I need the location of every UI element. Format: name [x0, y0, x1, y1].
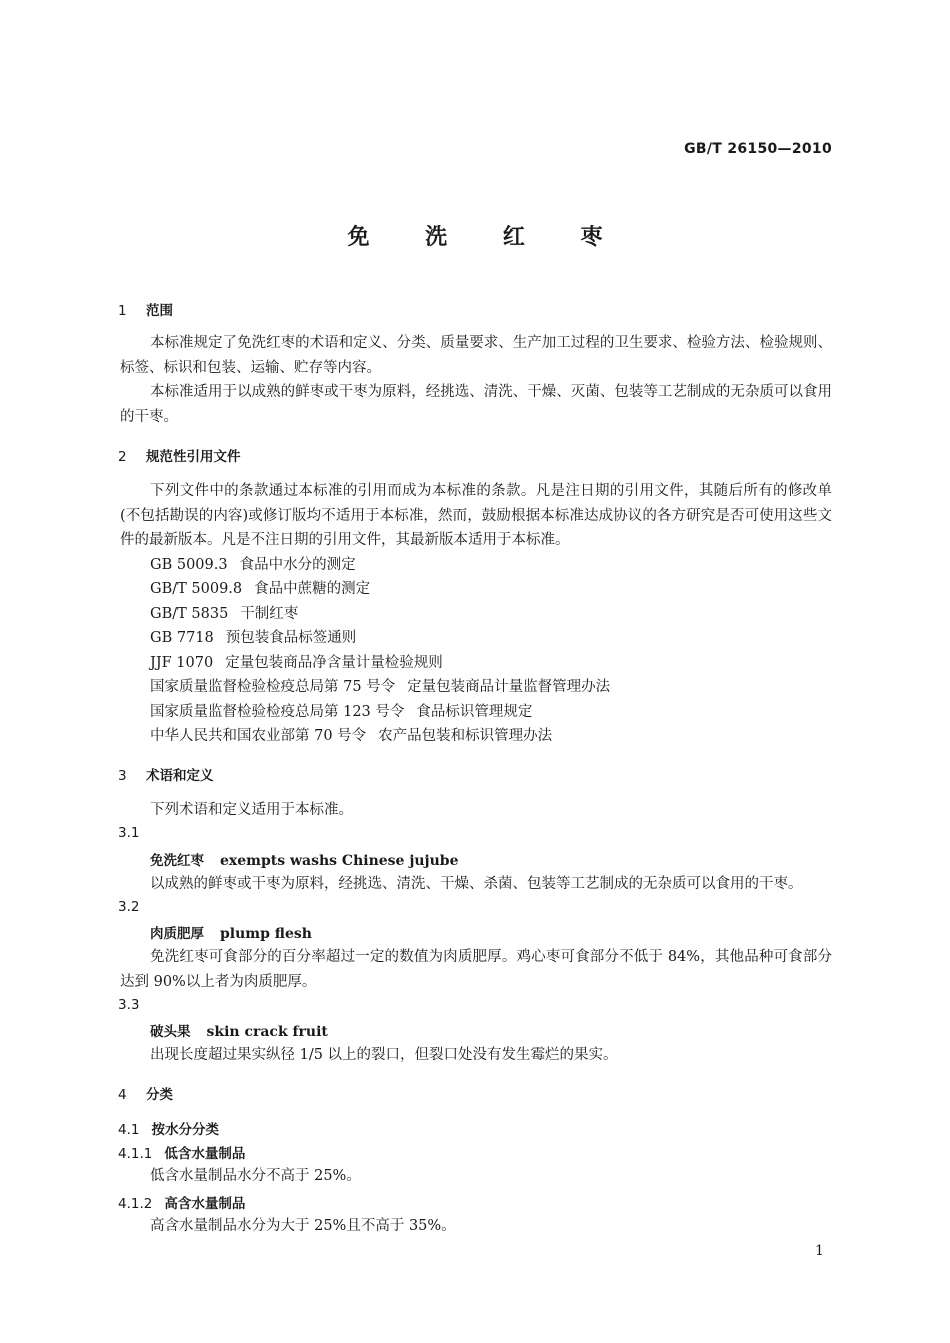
reference-id: GB 5009.3 [150, 557, 228, 573]
term-heading [150, 1020, 328, 1040]
reference-id: GB 7718 [150, 630, 214, 646]
term-english: plump flesh [220, 926, 312, 942]
section-number: 2 [118, 449, 127, 465]
reference-name: 定量包装商品计量监督管理办法 [407, 679, 611, 695]
standard-code: GB/T 26150—2010 [684, 141, 832, 157]
paragraph: 下列文件中的条款通过本标准的引用而成为本标准的条款。凡是注日期的引用文件，其随后所有的修改单(不包括勘误的内容)或修订版均不适用于本标准，然而，鼓励根据本标准达成协议的各方研究是否可使用这些文件的最新版本。凡是不注日期的引用文件，其最新版本适用于本标准。 [120, 483, 832, 548]
section-title: 术语和定义 [146, 768, 214, 784]
paragraph: 高含水量制品水分为大于 25%且不高于 35%。 [150, 1218, 456, 1234]
term-chinese: 肉质肥厚 [150, 926, 204, 942]
normative-reference [150, 626, 356, 651]
term-heading [150, 922, 312, 942]
normative-reference [150, 675, 610, 700]
section-1-heading [118, 299, 173, 319]
reference-id: 国家质量监督检验检疫总局第 123 号令 [150, 704, 405, 720]
reference-name: 食品标识管理规定 [416, 704, 533, 720]
paragraph: 本标准适用于以成熟的鲜枣或干枣为原料，经挑选、清洗、干燥、灭菌、包装等工艺制成的无杂质可以食用的干枣。 [120, 384, 832, 425]
term-heading [150, 849, 459, 869]
term-english: skin crack fruit [206, 1024, 328, 1040]
subsection-title: 按水分分类 [151, 1122, 219, 1138]
reference-name: 食品中水分的测定 [239, 557, 356, 573]
section-2-heading [118, 445, 241, 465]
document-title: 免 洗 红 枣 [347, 225, 627, 250]
section-3-heading [118, 764, 214, 784]
subsection-number: 4.1.1 [118, 1146, 153, 1162]
normative-reference [150, 553, 356, 578]
paragraph: 下列术语和定义适用于本标准。 [150, 802, 353, 818]
subsection-title: 高含水量制品 [164, 1196, 246, 1212]
normative-reference [150, 700, 532, 725]
normative-reference [150, 651, 443, 676]
term-definition: 出现长度超过果实纵径 1/5 以上的裂口，但裂口处没有发生霉烂的果实。 [150, 1047, 618, 1063]
term-english: exempts washs Chinese jujube [220, 853, 459, 869]
subsection-heading [118, 1192, 245, 1212]
paragraph: 低含水量制品水分不高于 25%。 [150, 1168, 361, 1184]
reference-id: 中华人民共和国农业部第 70 号令 [150, 728, 367, 744]
term-chinese: 破头果 [150, 1024, 191, 1040]
normative-reference [150, 724, 552, 749]
term-number: 3.1 [118, 825, 140, 841]
reference-name: 干制红枣 [240, 606, 299, 622]
section-title: 分类 [146, 1087, 173, 1103]
paragraph: 本标准规定了免洗红枣的术语和定义、分类、质量要求、生产加工过程的卫生要求、检验方法、检验规则、标签、标识和包装、运输、贮存等内容。 [120, 335, 832, 376]
reference-name: 预包装食品标签通则 [225, 630, 357, 646]
section-number: 3 [118, 768, 127, 784]
normative-reference [150, 602, 298, 627]
term-number: 3.2 [118, 899, 140, 915]
reference-id: JJF 1070 [150, 655, 214, 671]
reference-id: GB/T 5009.8 [150, 581, 243, 597]
section-number: 4 [118, 1087, 127, 1103]
section-4-heading [118, 1083, 173, 1103]
subsection-number: 4.1 [118, 1122, 140, 1138]
subsection-heading [118, 1142, 245, 1162]
term-definition: 以成熟的鲜枣或干枣为原料，经挑选、清洗、干燥、杀菌、包装等工艺制成的无杂质可以食用的干枣。 [150, 876, 803, 892]
reference-id: 国家质量监督检验检疫总局第 75 号令 [150, 679, 396, 695]
subsection-number: 4.1.2 [118, 1196, 153, 1212]
page-number: 1 [815, 1243, 824, 1259]
term-definition: 免洗红枣可食部分的百分率超过一定的数值为肉质肥厚。鸡心枣可食部分不低于 84%，其他品种可食部分达到 90%以上者为肉质肥厚。 [120, 949, 832, 990]
normative-reference [150, 577, 370, 602]
subsection-title: 低含水量制品 [164, 1146, 246, 1162]
reference-name: 定量包装商品净含量计量检验规则 [225, 655, 443, 671]
subsection-heading [118, 1118, 219, 1138]
term-number: 3.3 [118, 997, 140, 1013]
section-title: 规范性引用文件 [146, 449, 241, 465]
reference-name: 农产品包装和标识管理办法 [378, 728, 553, 744]
section-number: 1 [118, 303, 127, 319]
reference-name: 食品中蔗糖的测定 [254, 581, 371, 597]
term-chinese: 免洗红枣 [150, 853, 204, 869]
section-title: 范围 [146, 303, 173, 319]
reference-id: GB/T 5835 [150, 606, 229, 622]
